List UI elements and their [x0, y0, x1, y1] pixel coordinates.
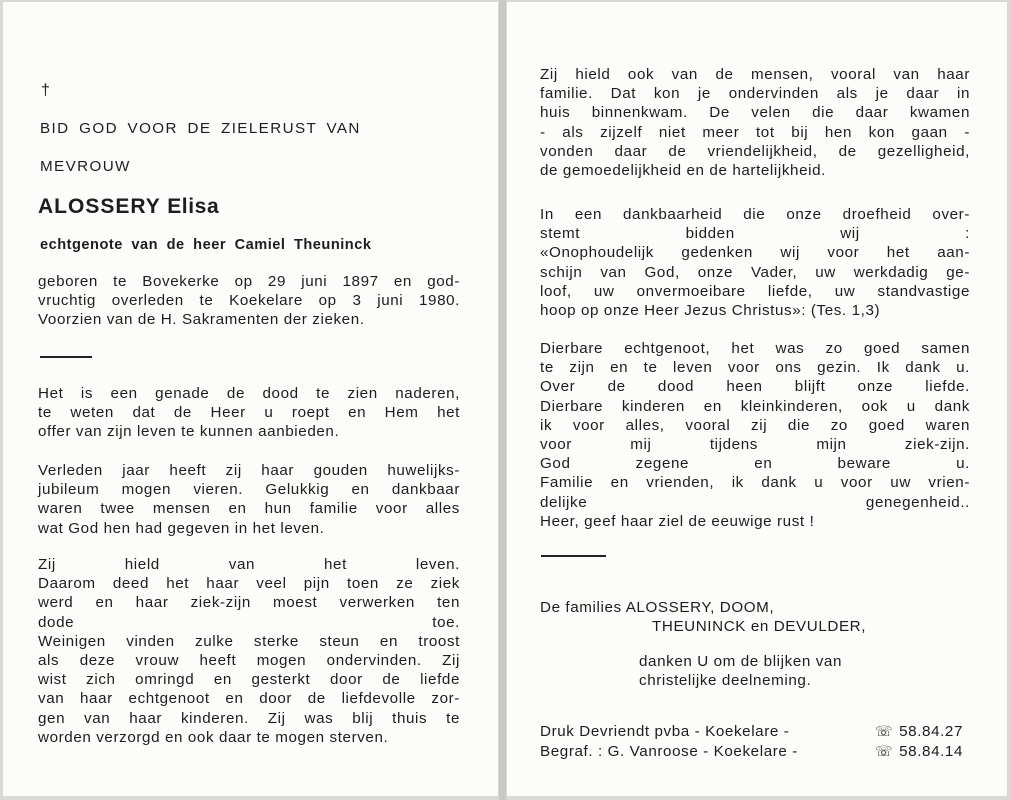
text-line: van haar echtgenoot en door de liefdevolle zor-	[38, 690, 460, 708]
text-line: Daarom deed het haar veel pijn toen ze ziek	[38, 575, 460, 593]
paragraph-farewell	[540, 339, 970, 531]
printer-line	[540, 723, 964, 740]
phone-icon: ☏	[875, 743, 894, 759]
left-page	[3, 2, 498, 796]
thanks-block	[639, 652, 842, 690]
text-line: Dierbare echtgenoot, het was zo goed samen	[540, 340, 970, 357]
text-line: Familie en vrienden, ik dank u voor uw vrien-	[540, 474, 970, 492]
undertaker-line	[540, 743, 964, 760]
text-line: worden verzorgd en ook daar te mogen sterven.	[38, 728, 389, 746]
spouse-line: echtgenote van de heer Camiel Theuninck	[40, 237, 372, 253]
text-line: Het is een genade de dood te zien naderen,	[38, 385, 460, 402]
intro-heading: BID GOD VOOR DE ZIELERUST VAN	[40, 120, 361, 137]
text-line: Weinigen vinden zulke sterke steun en troost	[38, 632, 460, 650]
text-line: voor mij tijdens mijn ziek-zijn.	[540, 436, 970, 454]
text-line: Dierbare kinderen en kleinkinderen, ook u dank	[540, 397, 970, 415]
phone-number: ☏ 58.84.14	[875, 743, 964, 760]
text-line: Over de dood heen blijft onze liefde.	[540, 378, 970, 396]
text-line: Voorzien van de H. Sakramenten der zieken.	[38, 311, 365, 329]
thanks-line: christelijke deelneming.	[639, 672, 812, 690]
text-line: te weten dat de Heer u roept en Hem het	[38, 404, 460, 422]
phone-icon: ☏	[875, 723, 894, 739]
text-line: de gemoedelijkheid en de hartelijkheid.	[540, 162, 826, 180]
paragraph-people	[540, 65, 970, 180]
text-line: hoop op onze Heer Jezus Christus»: (Tes. 1,3)	[540, 302, 881, 320]
text-line: Zij hield ook van de mensen, vooral van haar	[540, 66, 970, 83]
firstname: Elisa	[167, 195, 220, 218]
text-line: schijn van God, onze Vader, uw werkdadig ge-	[540, 263, 970, 281]
text-line: In een dankbaarheid die onze droefheid over-	[540, 206, 970, 223]
right-page	[507, 2, 1007, 796]
text-line: delijke genegenheid..	[540, 493, 970, 511]
birth-paragraph	[38, 272, 460, 330]
surname: ALOSSERY	[38, 195, 161, 218]
paragraph-life	[38, 555, 460, 747]
families-block	[540, 598, 866, 636]
deceased-name	[38, 195, 219, 219]
text-line: werd en haar ziek-zijn moest verwerken ten	[38, 594, 460, 612]
text-line: Zij hield van het leven.	[38, 556, 460, 573]
text-line: offer van zijn leven te kunnen aanbieden.	[38, 423, 340, 441]
text-line: God zegene en beware u.	[540, 455, 970, 473]
text-line: wist zich omringd en gesterkt door de liefde	[38, 671, 460, 689]
salutation: MEVROUW	[40, 158, 131, 175]
text-line: vruchtig overleden te Koekelare op 3 juni 1980.	[38, 292, 460, 310]
thanks-line: danken U om de blijken van	[639, 653, 843, 670]
text-line: waren twee mensen en hun familie voor alles	[38, 500, 460, 518]
text-line: dode toe.	[38, 613, 460, 631]
families-line: THEUNINCK en DEVULDER,	[652, 618, 867, 636]
text-line: familie. Dat kon je ondervinden als je daar in	[540, 85, 970, 103]
text-line: wat God hen had gegeven in het leven.	[38, 519, 325, 537]
text-line: als deze vrouw heeft mogen ondervinden. Zij	[38, 652, 460, 670]
undertaker-name: Begraf. : G. Vanroose - Koekelare -	[540, 743, 798, 760]
card-fold	[499, 0, 506, 800]
printer-name: Druk Devriendt pvba - Koekelare -	[540, 723, 790, 740]
text-line: jubileum mogen vieren. Gelukkig en dankbaar	[38, 481, 460, 499]
paragraph-grace	[38, 384, 460, 442]
families-line: De families ALOSSERY, DOOM,	[540, 599, 775, 616]
text-line: vonden daar de vriendelijkheid, de gezelligheid,	[540, 142, 970, 160]
text-line: loof, uw onvermoeibare liefde, uw standvastige	[540, 282, 970, 300]
text-line: ik voor alles, vooral zij die zo goed waren	[540, 416, 970, 434]
text-line: gen van haar kinderen. Zij was blij thuis te	[38, 709, 460, 727]
text-line: stemt bidden wij :	[540, 225, 970, 243]
paragraph-jubilee	[38, 461, 460, 538]
text-line: - als zijzelf niet meer tot bij hen kon gaan -	[540, 123, 970, 141]
cross-icon: †	[41, 82, 50, 99]
text-line: geboren te Bovekerke op 29 juni 1897 en god-	[38, 273, 460, 290]
phone-number: ☏ 58.84.27	[875, 723, 964, 740]
divider	[40, 356, 92, 358]
text-line: huis binnenkwam. De velen die daar kwamen	[540, 104, 970, 122]
text-line: Heer, geef haar ziel de eeuwige rust !	[540, 512, 815, 530]
text-line: te zijn en te leven voor ons gezin. Ik dank u.	[540, 359, 970, 377]
paragraph-prayer	[540, 205, 970, 320]
text-line: «Onophoudelijk gedenken wij voor het aan-	[540, 244, 970, 262]
text-line: Verleden jaar heeft zij haar gouden huwelijks-	[38, 462, 460, 479]
divider	[541, 555, 606, 557]
